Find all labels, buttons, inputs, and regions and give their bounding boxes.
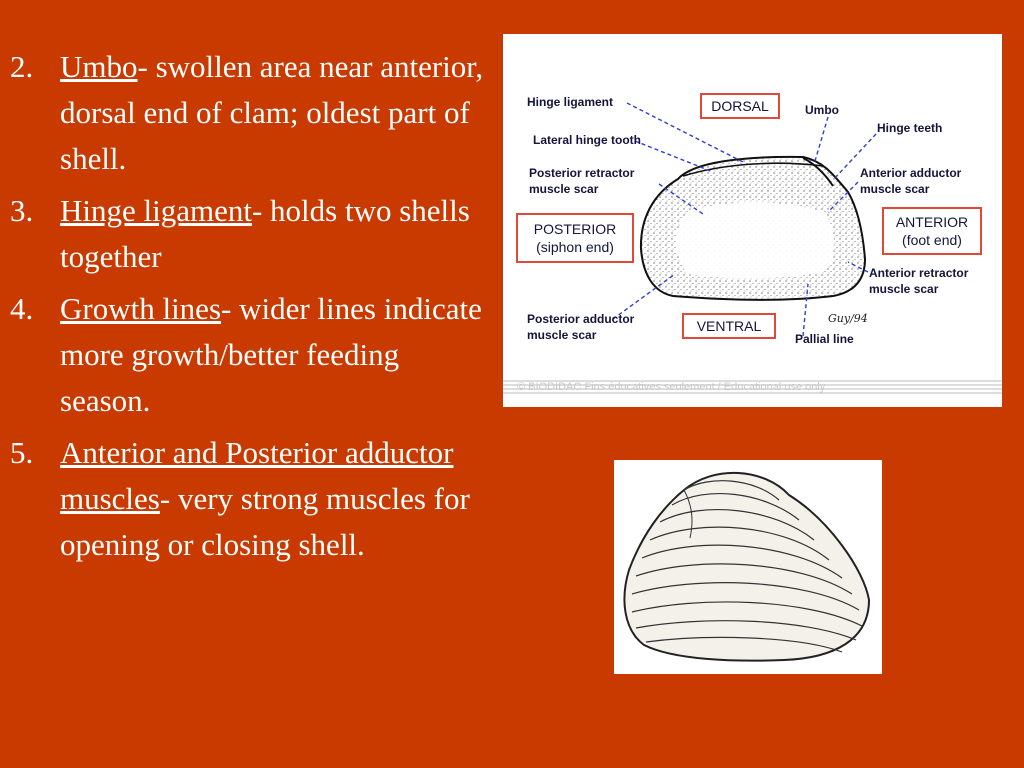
bullet-item-hinge-ligament — [10, 188, 495, 280]
bullet-term: Anterior and Posterior adductor muscles — [60, 435, 454, 516]
bullet-description: - wider lines indicate more growth/better feeding season. — [60, 291, 482, 418]
label-anterior-adductor-1: Anterior adductor — [860, 166, 962, 180]
leader-lateral-hinge-tooth — [635, 141, 713, 172]
label-anterior-adductor-2: muscle scar — [860, 182, 930, 196]
label-anterior-retractor-1: Anterior retractor — [869, 266, 969, 280]
bullet-item-adductor-muscles — [10, 430, 495, 568]
bullet-description: - swollen area near anterior, dorsal end of clam; oldest part of shell. — [60, 49, 484, 176]
bullet-number: 2. — [10, 49, 34, 84]
bullet-term: Growth lines — [60, 291, 222, 326]
label-posterior-2: (siphon end) — [536, 239, 614, 255]
clam-shell-illustration — [614, 460, 882, 674]
label-anterior-1: ANTERIOR — [895, 214, 969, 230]
clam-diagram-svg — [503, 34, 1002, 407]
clam-anatomy-diagram — [503, 34, 1002, 407]
leader-umbo — [815, 117, 828, 161]
bullet-description: - holds two shells together — [60, 193, 470, 274]
bullet-number: 3. — [10, 193, 34, 228]
bullet-term: Umbo — [60, 49, 138, 84]
label-anterior-2: (foot end) — [902, 232, 962, 248]
label-umbo: Umbo — [805, 103, 839, 117]
label-posterior-retractor-2: muscle scar — [529, 182, 599, 196]
label-lateral-hinge-tooth: Lateral hinge tooth — [533, 133, 641, 147]
bullet-number: 5. — [10, 435, 34, 470]
bullet-item-growth-lines — [10, 286, 495, 424]
artist-signature: Guy/94 — [828, 312, 868, 325]
clam-shell-svg — [614, 460, 882, 674]
label-posterior-adductor-1: Posterior adductor — [527, 312, 635, 326]
watermark-bar — [503, 381, 1002, 393]
label-posterior-1: POSTERIOR — [533, 221, 617, 237]
label-posterior-adductor-2: muscle scar — [527, 328, 597, 342]
bullet-item-umbo — [10, 44, 495, 182]
label-hinge-teeth: Hinge teeth — [877, 121, 943, 135]
pallial-area — [677, 202, 835, 278]
label-posterior-retractor-1: Posterior retractor — [529, 166, 635, 180]
bullet-term: Hinge ligament — [60, 193, 252, 228]
watermark-text: © BIODIDAC Fins éducatives seulement / Educational use only — [517, 381, 826, 393]
bullet-description: - very strong muscles for opening or closing shell. — [60, 481, 470, 562]
label-pallial-line: Pallial line — [795, 332, 854, 346]
label-anterior-retractor-2: muscle scar — [869, 282, 939, 296]
label-hinge-ligament: Hinge ligament — [527, 95, 614, 109]
bullet-list — [10, 44, 495, 574]
label-ventral: VENTRAL — [696, 318, 762, 334]
bullet-number: 4. — [10, 291, 34, 326]
label-dorsal: DORSAL — [711, 98, 769, 114]
